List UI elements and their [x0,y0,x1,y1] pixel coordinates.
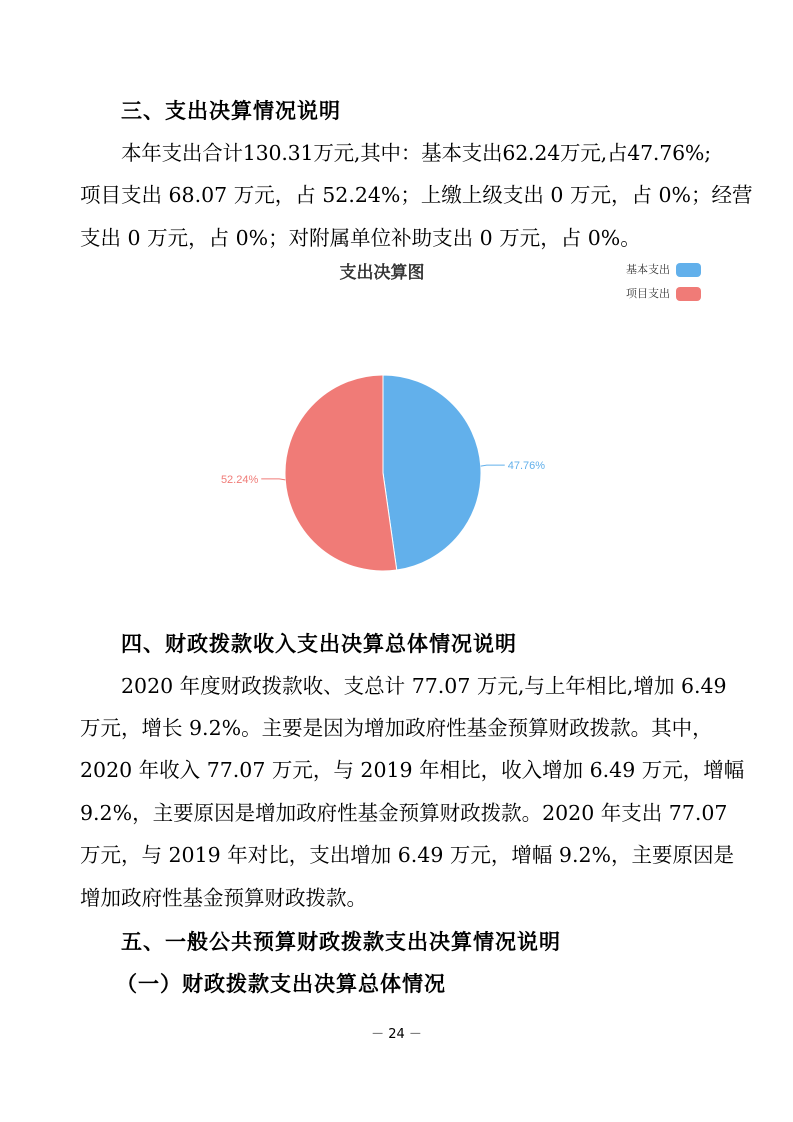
pie-leader-line-2 [261,479,285,480]
legend-swatch-2 [676,287,701,301]
chart-title: 支出决算图 [339,263,425,282]
section-5-heading: 五、一般公共预算财政拨款支出决算情况说明 [121,930,561,954]
section-3-line-2: 项目支出 68.07 万元，占 52.24%；上缴上级支出 0 万元，占 0%；经营 [80,183,753,207]
section-4-line-6: 增加政府性基金预算财政拨款。 [80,886,367,910]
legend-label-1: 基本支出 [626,264,670,276]
pie-label-2: 52.24% [220,473,259,486]
section-4-line-5: 万元，与 2019 年对比，支出增加 6.49 万元，增幅 9.2%，主要原因是 [80,843,734,867]
pie-slices [285,375,481,571]
pie-leader-line-1 [481,465,505,466]
section-5-subheading: （一）财政拨款支出决算总体情况 [116,972,446,996]
section-4-heading: 四、财政拨款收入支出决算总体情况说明 [121,632,517,656]
section-4-line-3: 2020 年收入 77.07 万元，与 2019 年相比，收入增加 6.49 万元，增幅 [80,758,745,782]
section-3-line-1: 本年支出合计130.31万元,其中：基本支出62.24万元,占47.76%; [121,141,711,165]
section-3-heading: 三、支出决算情况说明 [121,99,341,123]
expenditure-pie-chart [220,255,720,585]
section-4-line-4: 9.2%，主要原因是增加政府性基金预算财政拨款。2020 年支出 77.07 [80,801,728,825]
page-number: － 24 － [371,1027,422,1042]
section-4-line-2: 万元，增长 9.2%。主要是因为增加政府性基金预算财政拨款。其中， [80,716,713,740]
section-3-line-3: 支出 0 万元，占 0%；对附属单位补助支出 0 万元，占 0%。 [80,226,641,250]
pie-slice-1 [383,375,481,570]
section-4-line-1: 2020 年度财政拨款收、支总计 77.07 万元,与上年相比,增加 6.49 [121,674,727,698]
pie-slice-2 [285,375,397,571]
legend-label-2: 项目支出 [626,288,670,300]
chart-legend [626,262,701,301]
legend-swatch-1 [676,263,701,277]
pie-label-1: 47.76% [507,460,546,473]
